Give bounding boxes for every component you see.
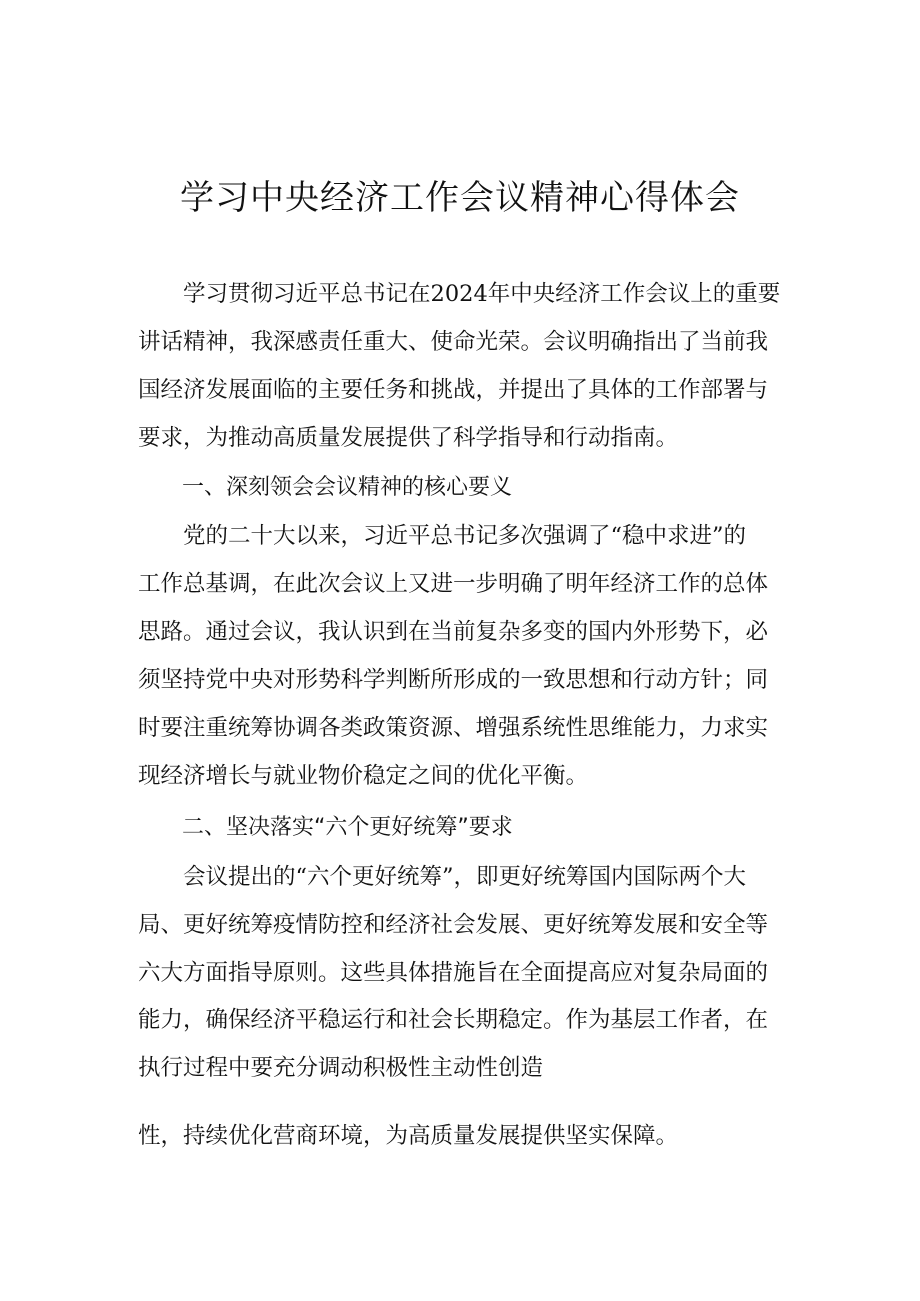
paragraph4-line-1: 性，持续优化营商环境，为高质量发展提供坚实保障。 — [138, 1123, 679, 1149]
section-heading-2: 二、坚决落实“六个更好统筹”要求 — [182, 815, 513, 840]
paragraph2-line-2: 工作总基调，在此次会议上又进一步明确了明年经济工作的总体 — [138, 571, 769, 597]
paragraph2-line-4: 须坚持党中央对形势科学判断所形成的一致思想和行动方针；同 — [138, 667, 769, 693]
paragraph1-line-2: 讲话精神，我深感责任重大、使命光荣。会议明确指出了当前我 — [138, 329, 769, 355]
paragraph3-line-5: 执行过程中要充分调动积极性主动性创造 — [138, 1055, 544, 1081]
paragraph2-line-5: 时要注重统筹协调各类政策资源、增强系统性思维能力，力求实 — [138, 715, 769, 741]
paragraph3-line-1: 会议提出的“六个更好统筹”，即更好统筹国内国际两个大 — [183, 864, 747, 890]
paragraph1-line-1: 学习贯彻习近平总书记在2024年中央经济工作会议上的重要 — [183, 281, 781, 307]
section-heading-1: 一、深刻领会会议精神的核心要义 — [182, 475, 513, 500]
paragraph2-line-1: 党的二十大以来，习近平总书记多次强调了“稳中求进”的 — [183, 523, 747, 549]
paragraph3-line-3: 六大方面指导原则。这些具体措施旨在全面提高应对复杂局面的 — [138, 960, 769, 986]
paragraph2-line-6: 现经济增长与就业物价稳定之间的优化平衡。 — [138, 763, 589, 789]
paragraph3-line-2: 局、更好统筹疫情防控和经济社会发展、更好统筹发展和安全等 — [138, 912, 769, 938]
paragraph2-line-3: 思路。通过会议，我认识到在当前复杂多变的国内外形势下，必 — [138, 619, 769, 645]
paragraph1-line-4: 要求，为推动高质量发展提供了科学指导和行动指南。 — [138, 425, 679, 451]
document-title: 学习中央经济工作会议精神心得体会 — [180, 178, 740, 218]
paragraph3-line-4: 能力，确保经济平稳运行和社会长期稳定。作为基层工作者，在 — [138, 1007, 769, 1033]
paragraph1-line-3: 国经济发展面临的主要任务和挑战，并提出了具体的工作部署与 — [138, 377, 769, 403]
